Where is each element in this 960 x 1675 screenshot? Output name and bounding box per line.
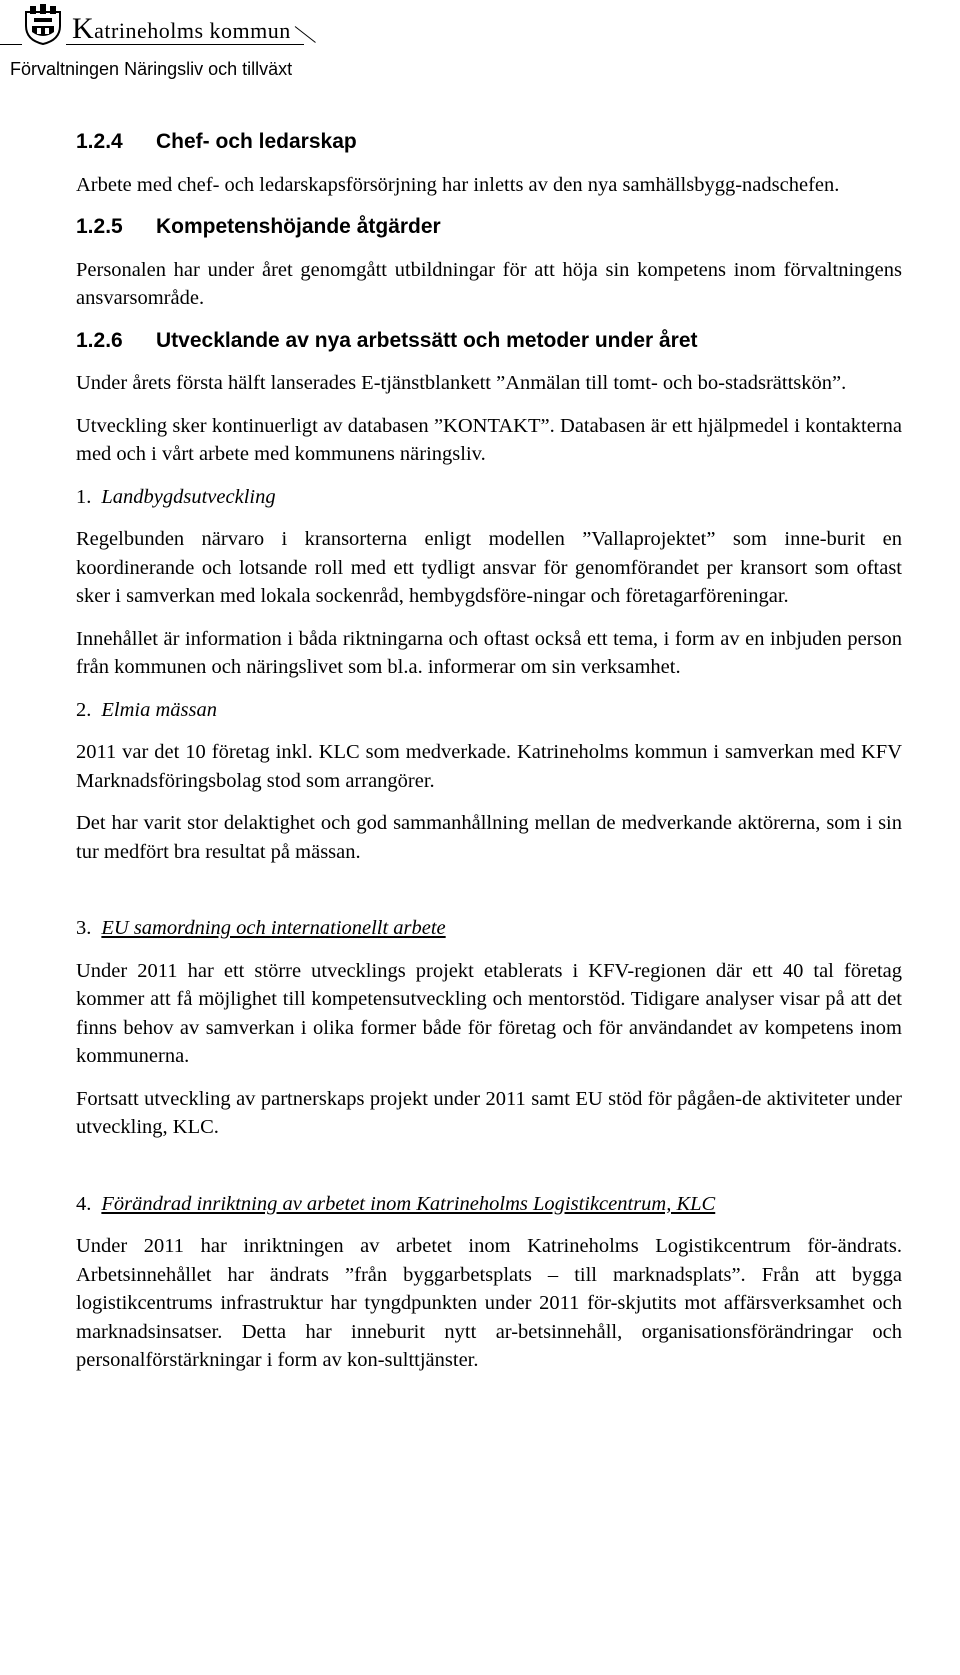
paragraph: Under 2011 har ett större utvecklings projekt etablerats i KFV-regionen där ett 40 tal företag kommer att få möjlighet till kompetensutveckling och mentorstöd. Tidigare analyser visar på att det finns behov av samverkan i olika former både för företag och för användandet av kompetens inom kommunerna. [76, 959, 902, 1067]
header-rule-slash [295, 26, 316, 43]
section-heading-1-2-5 [76, 213, 902, 242]
paragraph: Utveckling sker kontinuerligt av databasen ”KONTAKT”. Databasen är ett hjälpmedel i kontakterna med och i vårt arbete med kommunens näringsliv. [76, 414, 902, 465]
item-title: Förändrad inriktning av arbetet inom Katrineholms Logistikcentrum, KLC [101, 1192, 716, 1215]
paragraph: Fortsatt utveckling av partnerskaps projekt under 2011 samt EU stöd för pågåen-de aktiviteter under utveckling, KLC. [76, 1087, 902, 1138]
paragraph: Det har varit stor delaktighet och god sammanhållning mellan de medverkande aktörerna, som i sin tur medfört bra resultat på mässan. [76, 812, 902, 863]
section-heading-1-2-6 [76, 327, 902, 356]
spacer [76, 880, 902, 914]
section-title: Kompetenshöjande åtgärder [156, 215, 441, 238]
page-header [0, 0, 960, 90]
paragraph: Innehållet är information i båda riktningarna och oftast också ett tema, i form av en inbjuden person från kommunen och näringslivet som bl.a. informerar om sin verksamhet. [76, 627, 902, 678]
item-title: Landbygdsutveckling [101, 485, 276, 508]
paragraph: Arbete med chef- och ledarskapsförsörjning har inletts av den nya samhällsbygg-nadschefen. [76, 173, 840, 196]
spacer [76, 1156, 902, 1190]
paragraph: Regelbunden närvaro i kransorterna enligt modellen ”Vallaprojektet” som inne-burit en koordinerande och lotsande roll med ett tydligt ansvar för genomförandet per kransort som oftast sker i samverkan med lokala sockenråd, hembygdsföre-ningar och företagarföreningar. [76, 528, 902, 607]
item-title: EU samordning och internationellt arbete [101, 917, 446, 939]
section-title: Utvecklande av nya arbetssätt och metoder under året [156, 328, 698, 352]
section-number: 1.2.4 [76, 130, 123, 153]
paragraph: Under årets första hälft lanserades E-tjänstblankett ”Anmälan till tomt- och bo-stadsrättskön”. [76, 372, 847, 394]
paragraph: 2011 var det 10 företag inkl. KLC som medverkade. Katrineholms kommun i samverkan med KFV Marknadsföringsbolag stod som arrangörer. [76, 741, 902, 792]
municipality-initial: K [72, 12, 95, 45]
section-title: Chef- och ledarskap [156, 130, 357, 153]
section-number: 1.2.6 [76, 328, 123, 352]
item-number: 3. [76, 917, 92, 939]
section-number: 1.2.5 [76, 215, 123, 238]
paragraph: Personalen har under året genomgått utbildningar för att höja sin kompetens inom förvaltningens ansvarsområde. [76, 258, 902, 309]
item-heading-3 [76, 914, 902, 943]
item-number: 2. [76, 698, 92, 721]
item-number: 1. [76, 485, 92, 508]
item-heading-4 [76, 1190, 902, 1219]
municipal-crest-icon [22, 4, 64, 46]
municipality-name [72, 12, 291, 46]
item-heading-1 [76, 483, 902, 512]
item-heading-2 [76, 696, 902, 725]
document-body [76, 128, 902, 1389]
section-heading-1-2-4 [76, 128, 902, 157]
header-rule-left [0, 44, 22, 45]
municipality-name-rest: atrineholms kommun [94, 18, 291, 43]
item-number: 4. [76, 1192, 92, 1215]
paragraph: Under 2011 har inriktningen av arbetet inom Katrineholms Logistikcentrum för-ändrats. Arbetsinnehållet har ändrats ”från byggarbetsplats – till marknadsplats”. Från att bygga logistikcentrums infrastruktur har tyngdpunkten under 2011 för-skjutits mot affärsverksamhet och marknadsinsatser. Detta har inneburit nytt ar-betsinnehåll, organisationsförändringar och personalförstärkningar i form av kon-sulttjänster. [76, 1235, 902, 1371]
department-name: Förvaltningen Näringsliv och tillväxt [10, 59, 293, 79]
item-title: Elmia mässan [101, 698, 217, 721]
